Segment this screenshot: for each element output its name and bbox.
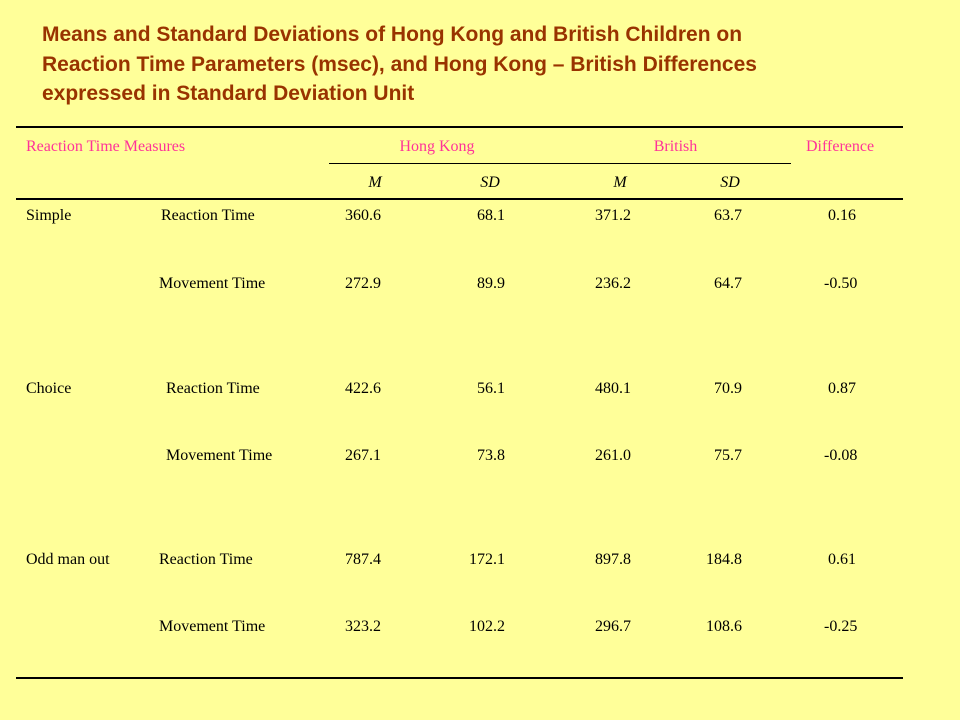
header-difference: Difference [806, 138, 875, 155]
row-5-hk-mean: 787.4 [345, 551, 381, 568]
row-4-hk-sd: 73.8 [477, 447, 505, 464]
row-6-br-mean: 296.7 [595, 618, 631, 635]
row-4-br-sd: 75.7 [714, 447, 742, 464]
row-6-hk-mean: 323.2 [345, 618, 381, 635]
row-1-hk-mean: 360.6 [345, 207, 381, 224]
row-1-br-mean: 371.2 [595, 207, 631, 224]
table-bottom-rule [16, 677, 903, 679]
row-5-hk-sd: 172.1 [469, 551, 505, 568]
row-1-br-sd: 63.7 [714, 207, 742, 224]
row-4-hk-mean: 267.1 [345, 447, 381, 464]
row-5-br-sd: 184.8 [706, 551, 742, 568]
header-hong-kong: Hong Kong [399, 138, 475, 155]
page-title [42, 20, 922, 109]
title-line-3: expressed in Standard Deviation Unit [42, 82, 415, 105]
row-6-measure: Movement Time [159, 618, 266, 635]
row-3-br-sd: 70.9 [714, 380, 742, 397]
title-line-2: Reaction Time Parameters (msec), and Hong Kong – British Differences [42, 52, 757, 76]
header-hk-mean: M [368, 174, 382, 191]
row-3-br-mean: 480.1 [595, 380, 631, 397]
row-3-diff: 0.87 [828, 380, 856, 397]
row-5-measure: Reaction Time [159, 551, 253, 568]
row-5-diff: 0.61 [828, 551, 856, 568]
row-1-measure: Reaction Time [161, 207, 255, 224]
header-bottom-rule [16, 198, 903, 200]
row-4-br-mean: 261.0 [595, 447, 631, 464]
row-5-br-mean: 897.8 [595, 551, 631, 568]
row-6-br-sd: 108.6 [706, 618, 742, 635]
row-3-task: Choice [26, 380, 72, 397]
header-br-mean: M [613, 174, 627, 191]
row-3-measure: Reaction Time [166, 380, 260, 397]
row-2-diff: -0.50 [824, 275, 858, 292]
header-br-sd: SD [720, 174, 740, 191]
row-3-hk-mean: 422.6 [345, 380, 381, 397]
row-4-diff: -0.08 [824, 447, 858, 464]
row-6-diff: -0.25 [824, 618, 858, 635]
row-5-task: Odd man out [26, 551, 110, 568]
row-2-br-sd: 64.7 [714, 275, 742, 292]
title-line-1: Means and Standard Deviations of Hong Kong and British Children on [42, 23, 743, 46]
header-hk-sd: SD [480, 174, 500, 191]
row-1-hk-sd: 68.1 [477, 207, 505, 224]
row-1-diff: 0.16 [828, 207, 856, 224]
row-2-hk-mean: 272.9 [345, 275, 381, 292]
row-2-br-mean: 236.2 [595, 275, 631, 292]
header-british: British [653, 138, 698, 155]
row-2-measure: Movement Time [159, 275, 266, 292]
table-top-rule [16, 126, 903, 128]
row-4-measure: Movement Time [166, 447, 273, 464]
row-3-hk-sd: 56.1 [477, 380, 505, 397]
row-6-hk-sd: 102.2 [469, 618, 505, 635]
row-2-hk-sd: 89.9 [477, 275, 505, 292]
group-header-rule [329, 163, 791, 164]
header-measures: Reaction Time Measures [26, 138, 186, 155]
row-1-task: Simple [26, 207, 72, 224]
